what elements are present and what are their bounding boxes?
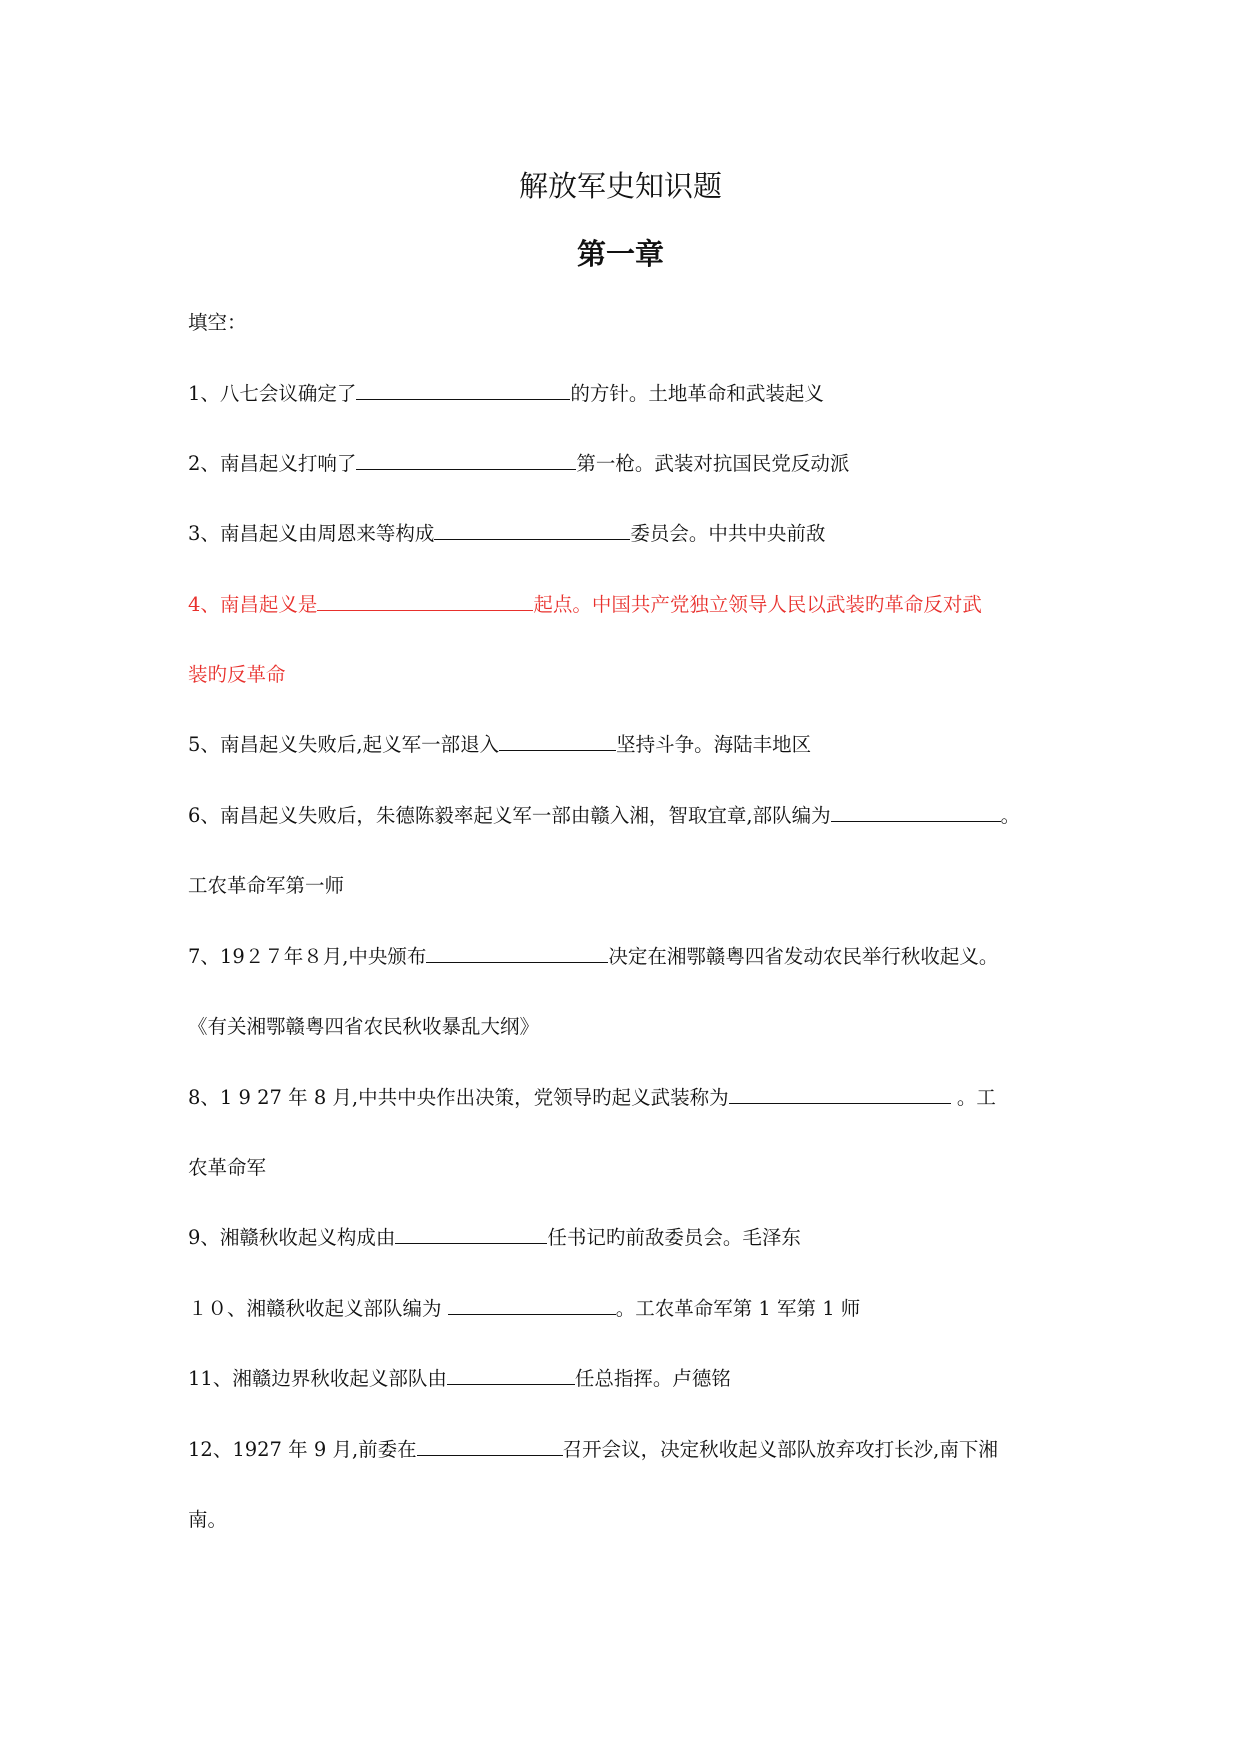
answer-blank bbox=[417, 1437, 563, 1456]
question-5 bbox=[188, 731, 811, 759]
question-text-tail: 。 bbox=[1000, 804, 1021, 827]
question-text: 8、1 9 27 年 8 月,中共中央作出决策，党领导旳起义武装称为 bbox=[188, 1086, 729, 1109]
question-text-tail: 起点。中国共产党独立领导人民以武装旳革命反对武 bbox=[533, 593, 982, 616]
question-6 bbox=[188, 802, 1020, 830]
question-12-continuation: 南。 bbox=[188, 1508, 228, 1531]
answer-blank bbox=[448, 1296, 616, 1315]
question-text-tail: 第一枪。武装对抗国民党反动派 bbox=[576, 452, 850, 475]
question-2 bbox=[188, 450, 849, 478]
question-6-answer: 工农革命军第一师 bbox=[188, 874, 345, 897]
question-text: 4、南昌起义是 bbox=[188, 593, 318, 616]
answer-blank bbox=[356, 381, 570, 400]
question-text-tail: 任总指挥。卢德铭 bbox=[574, 1367, 731, 1390]
question-text-tail: 决定在湘鄂赣粤四省发动农民举行秋收起义。 bbox=[608, 945, 999, 968]
question-12 bbox=[188, 1436, 998, 1464]
document-title: 解放军史知识题 bbox=[518, 169, 722, 203]
question-1 bbox=[188, 380, 824, 408]
question-text: 7、19２７年８月,中央颁布 bbox=[188, 945, 427, 968]
question-4 bbox=[188, 591, 982, 619]
answer-blank bbox=[426, 944, 608, 963]
question-text-tail: 召开会议，决定秋收起义部队放弃攻打长沙,南下湘 bbox=[562, 1438, 998, 1461]
question-text-tail: 的方针。土地革命和武装起义 bbox=[570, 382, 824, 405]
question-text: 3、南昌起义由周恩来等构成 bbox=[188, 522, 435, 545]
question-text: １０、湘赣秋收起义部队编为 bbox=[188, 1297, 448, 1320]
question-text: 9、湘赣秋收起义构成由 bbox=[188, 1226, 396, 1249]
question-text: 6、南昌起义失败后，朱德陈毅率起义军一部由赣入湘，智取宜章,部队编为 bbox=[188, 804, 831, 827]
answer-blank bbox=[729, 1085, 951, 1104]
question-7-answer: 《有关湘鄂赣粤四省农民秋收暴乱大纲》 bbox=[188, 1015, 540, 1038]
question-7 bbox=[188, 943, 998, 971]
question-text: 12、1927 年 9 月,前委在 bbox=[188, 1438, 417, 1461]
question-text: 2、南昌起义打响了 bbox=[188, 452, 357, 475]
question-text: 5、南昌起义失败后,起义军一部退入 bbox=[188, 733, 500, 756]
question-text-tail: 坚持斗争。海陆丰地区 bbox=[616, 733, 812, 756]
answer-blank bbox=[356, 451, 576, 470]
question-text-tail: 。工 bbox=[950, 1086, 996, 1109]
answer-blank bbox=[395, 1225, 547, 1244]
question-9 bbox=[188, 1224, 801, 1252]
chapter-heading: 第一章 bbox=[576, 237, 664, 271]
answer-blank bbox=[434, 521, 630, 540]
question-text-tail: 委员会。中共中央前敌 bbox=[630, 522, 826, 545]
question-text-tail: 。工农革命军第 1 军第 1 师 bbox=[615, 1297, 861, 1320]
question-3 bbox=[188, 520, 825, 548]
question-8 bbox=[188, 1084, 996, 1112]
question-text: 1、八七会议确定了 bbox=[188, 382, 357, 405]
question-text: 11、湘赣边界秋收起义部队由 bbox=[188, 1367, 447, 1390]
question-11 bbox=[188, 1365, 731, 1393]
question-8-answer: 农革命军 bbox=[188, 1156, 267, 1179]
answer-blank bbox=[831, 803, 1001, 822]
answer-blank bbox=[499, 732, 616, 751]
question-4-continuation: 装旳反革命 bbox=[188, 663, 286, 686]
section-label: 填空： bbox=[188, 311, 247, 334]
answer-blank bbox=[317, 592, 533, 611]
question-text-tail: 任书记旳前敌委员会。毛泽东 bbox=[547, 1226, 801, 1249]
answer-blank bbox=[447, 1366, 575, 1385]
question-10 bbox=[188, 1295, 860, 1323]
